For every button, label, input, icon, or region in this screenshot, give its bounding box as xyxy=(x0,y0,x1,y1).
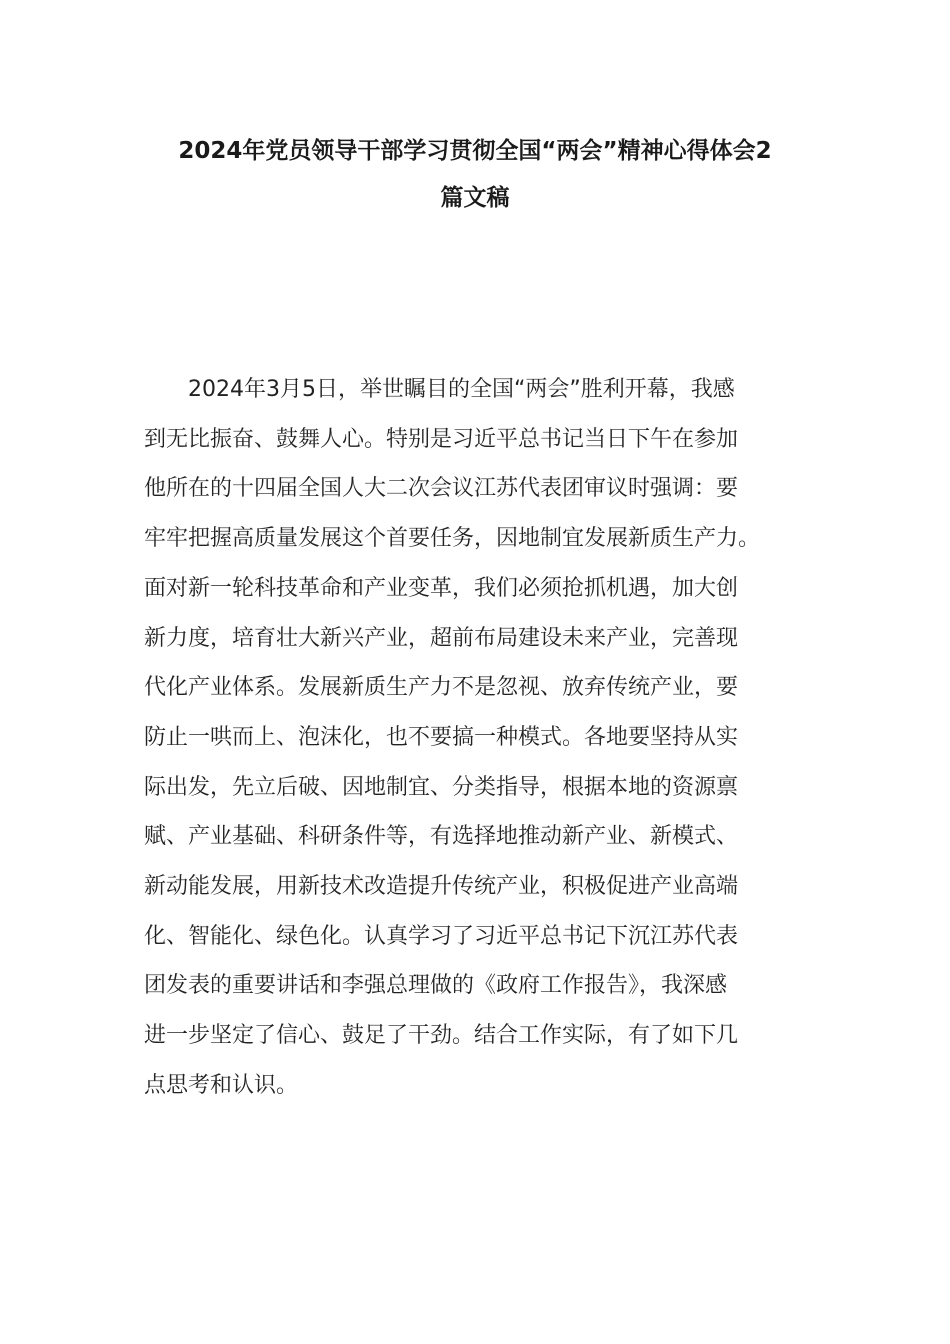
title-line: 篇文稿 xyxy=(440,185,510,211)
paragraph-line: 到无比振奋、鼓舞人心。特别是习近平总书记当日下午在参加 xyxy=(144,426,739,452)
paragraph-line: 新动能发展，用新技术改造提升传统产业，积极促进产业高端 xyxy=(144,874,739,900)
paragraph-line: 团发表的重要讲话和李强总理做的《政府工作报告》，我深感 xyxy=(144,973,728,999)
paragraph-line: 新力度，培育壮大新兴产业，超前布局建设未来产业，完善现 xyxy=(144,625,739,651)
paragraph-line: 赋、产业基础、科研条件等，有选择地推动新产业、新模式、 xyxy=(144,824,739,850)
paragraph-line: 进一步坚定了信心、鼓足了干劲。结合工作实际，有了如下几 xyxy=(144,1023,739,1049)
paragraph-line: 牢牢把握高质量发展这个首要任务，因地制宜发展新质生产力。 xyxy=(144,526,761,552)
paragraph-line: 2024年3月5日，举世瞩目的全国“两会”胜利开幕，我感 xyxy=(188,377,735,402)
paragraph-line: 代化产业体系。发展新质生产力不是忽视、放弃传统产业，要 xyxy=(144,675,739,701)
title-line: 2024年党员领导干部学习贯彻全国“两会”精神心得体会2 xyxy=(178,138,772,164)
paragraph-line: 点思考和认识。 xyxy=(144,1072,299,1098)
body-paragraph xyxy=(144,365,804,1111)
paragraph-line: 面对新一轮科技革命和产业变革，我们必须抢抓机遇，加大创 xyxy=(144,575,739,601)
paragraph-line: 化、智能化、绿色化。认真学习了习近平总书记下沉江苏代表 xyxy=(144,923,739,949)
document-title xyxy=(140,128,810,222)
paragraph-line: 防止一哄而上、泡沫化，也不要搞一种模式。各地要坚持从实 xyxy=(144,724,739,750)
paragraph-line: 他所在的十四届全国人大二次会议江苏代表团审议时强调：要 xyxy=(144,476,739,502)
paragraph-line: 际出发，先立后破、因地制宜、分类指导，根据本地的资源禀 xyxy=(144,774,739,800)
